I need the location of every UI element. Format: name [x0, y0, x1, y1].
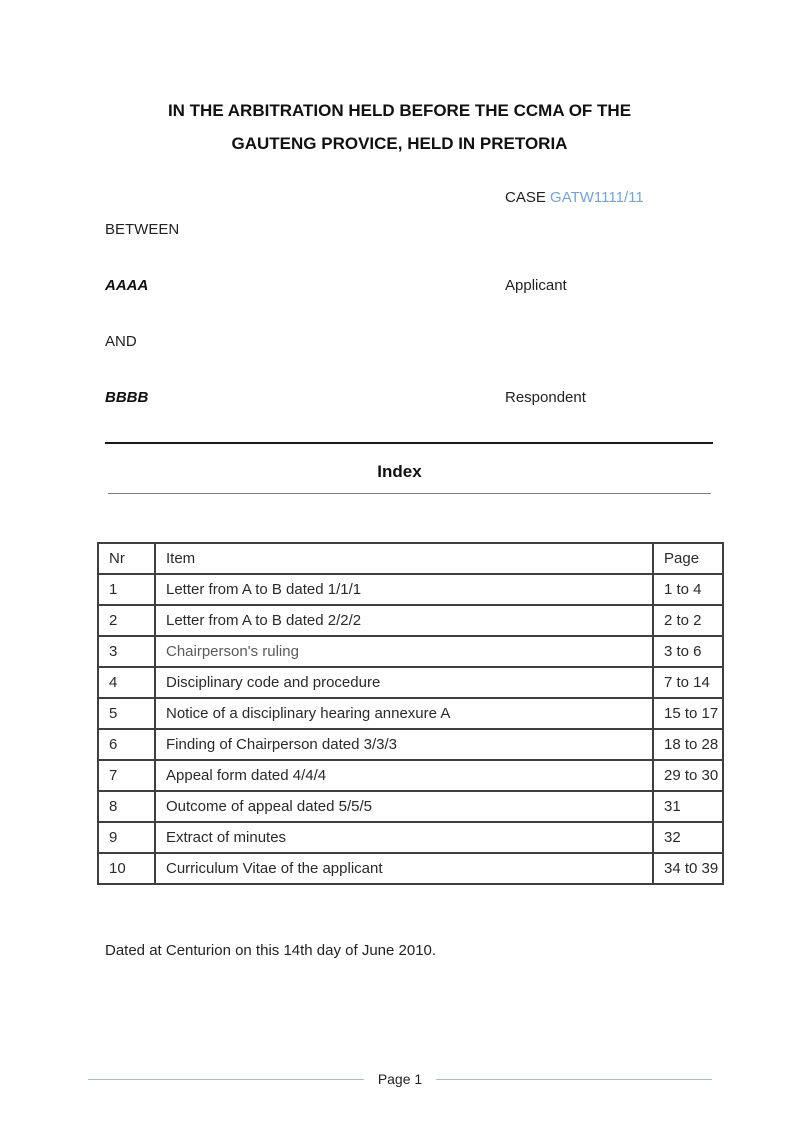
row-item-cell: Outcome of appeal dated 5/5/5 — [155, 791, 653, 822]
applicant-row — [0, 276, 799, 296]
respondent-name: BBBB — [105, 389, 149, 406]
case-number: GATW1111/11 — [550, 189, 644, 206]
row-page-cell: 29 to 30 — [653, 760, 723, 791]
row-nr-cell: 7 — [98, 760, 155, 791]
row-page-cell: 3 to 6 — [653, 636, 723, 667]
row-nr-cell: 3 — [98, 636, 155, 667]
row-page-cell: 15 to 17 — [653, 698, 723, 729]
respondent-row — [0, 388, 799, 408]
row-page-cell: 1 to 4 — [653, 574, 723, 605]
index-table-body — [98, 543, 723, 884]
title-line-1: IN THE ARBITRATION HELD BEFORE THE CCMA OF THE — [167, 101, 632, 120]
applicant-name: AAAA — [105, 277, 149, 294]
table-row — [98, 791, 723, 822]
row-item-cell: Notice of a disciplinary hearing annexure A — [155, 698, 653, 729]
row-item-cell: Chairperson's ruling — [155, 636, 653, 667]
row-nr-cell: 1 — [98, 574, 155, 605]
index-heading: Index — [377, 462, 422, 481]
table-row — [98, 574, 723, 605]
row-page-cell: 2 to 2 — [653, 605, 723, 636]
row-nr-cell: 9 — [98, 822, 155, 853]
section-divider-line — [105, 442, 713, 444]
row-item-cell: Disciplinary code and procedure — [155, 667, 653, 698]
applicant-role: Applicant — [505, 277, 567, 294]
respondent-role: Respondent — [505, 389, 586, 406]
row-item-cell: Finding of Chairperson dated 3/3/3 — [155, 729, 653, 760]
table-row — [98, 698, 723, 729]
row-nr-cell: 10 — [98, 853, 155, 884]
page-footer — [88, 1071, 712, 1087]
row-page-cell: 7 to 14 — [653, 667, 723, 698]
table-row — [98, 636, 723, 667]
row-nr-cell: 6 — [98, 729, 155, 760]
row-page-cell: 31 — [653, 791, 723, 822]
table-row — [98, 853, 723, 884]
row-nr-cell: 2 — [98, 605, 155, 636]
page-number: Page 1 — [377, 1071, 423, 1087]
row-item-cell: Letter from A to B dated 1/1/1 — [155, 574, 653, 605]
header-item: Item — [155, 543, 653, 574]
table-row — [98, 667, 723, 698]
document-title — [0, 0, 799, 160]
row-page-cell: 32 — [653, 822, 723, 853]
row-item-cell: Letter from A to B dated 2/2/2 — [155, 605, 653, 636]
title-line-2: GAUTENG PROVICE, HELD IN PRETORIA — [231, 134, 568, 153]
index-table — [97, 542, 724, 885]
header-page: Page — [653, 543, 723, 574]
row-page-cell: 18 to 28 — [653, 729, 723, 760]
row-nr-cell: 8 — [98, 791, 155, 822]
table-row — [98, 729, 723, 760]
and-label: AND — [105, 333, 137, 350]
between-label: BETWEEN — [105, 221, 180, 238]
table-header-row — [98, 543, 723, 574]
row-item-cell: Appeal form dated 4/4/4 — [155, 760, 653, 791]
table-row — [98, 605, 723, 636]
dated-line: Dated at Centurion on this 14th day of June 2010. — [105, 942, 437, 959]
table-row — [98, 760, 723, 791]
header-nr: Nr — [98, 543, 155, 574]
case-line — [505, 188, 799, 208]
row-item-cell: Curriculum Vitae of the applicant — [155, 853, 653, 884]
row-nr-cell: 4 — [98, 667, 155, 698]
case-label: CASE — [505, 189, 546, 206]
footer-rule-left — [88, 1079, 364, 1080]
row-page-cell: 34 t0 39 — [653, 853, 723, 884]
index-underline-rule — [108, 493, 711, 494]
row-nr-cell: 5 — [98, 698, 155, 729]
row-item-cell: Extract of minutes — [155, 822, 653, 853]
footer-rule-right — [436, 1079, 712, 1080]
table-row — [98, 822, 723, 853]
